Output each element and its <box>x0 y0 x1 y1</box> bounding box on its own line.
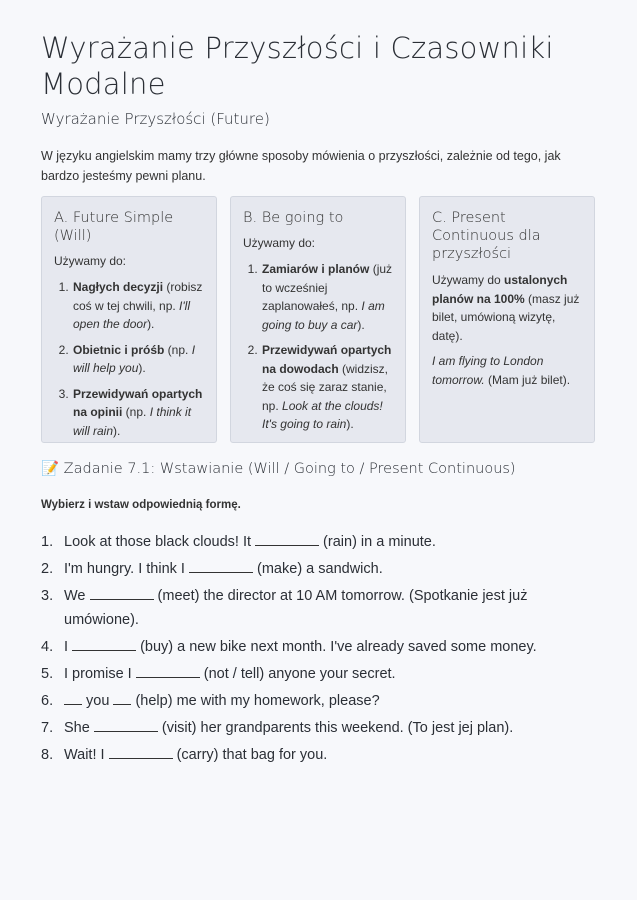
card-future-simple <box>41 196 217 443</box>
task-heading <box>41 460 516 477</box>
page-title: Wyrażanie Przyszłości i Czasowniki Modalne <box>41 31 554 101</box>
answer-blank[interactable] <box>94 717 158 732</box>
exercise-item: 1. Look at those black clouds! It (rain) in a minute. <box>41 530 581 554</box>
answer-blank[interactable] <box>72 636 136 651</box>
list-item: 1. Zamiarów i planów (już to wcześniej zaplanowałeś, np. I am going to buy a car). <box>261 260 393 334</box>
exercise-item: 8. Wait! I (carry) that bag for you. <box>41 743 581 767</box>
card-title: C. Present Continuous dla przyszłości <box>432 210 541 262</box>
exercise-item: 2. I'm hungry. I think I (make) a sandwich. <box>41 557 581 581</box>
card-title: B. Be going to <box>243 210 344 226</box>
exercise-item: 6. you (help) me with my homework, please? <box>41 689 581 713</box>
exercise-list <box>41 530 581 770</box>
answer-blank[interactable] <box>109 744 173 759</box>
answer-blank[interactable] <box>90 585 154 600</box>
answer-blank[interactable] <box>64 690 82 705</box>
list-item: 2. Przewidywań opartych na dowodach (widzisz, że coś się zaraz stanie, np. Look at the clouds! It's going to rain). <box>261 341 393 434</box>
card-lead: Używamy do: <box>243 236 316 250</box>
card-present-continuous <box>419 196 595 443</box>
usage-list <box>54 278 204 440</box>
answer-blank[interactable] <box>189 558 253 573</box>
card-example: I am flying to London tomorrow. (Mam już bilet). <box>432 354 571 387</box>
future-forms-cards <box>41 196 596 443</box>
answer-blank[interactable] <box>136 663 200 678</box>
intro-paragraph: W języku angielskim mamy trzy główne sposoby mówienia o przyszłości, zależnie od tego, jak bardzo jesteśmy pewni planu. <box>41 149 561 183</box>
list-item: 2. Obietnic i próśb (np. I will help you). <box>72 341 204 378</box>
list-item: 1. Nagłych decyzji (robisz coś w tej chwili, np. I'll open the door). <box>72 278 204 334</box>
section-subtitle: Wyrażanie Przyszłości (Future) <box>41 110 270 128</box>
exercise-item: 7. She (visit) her grandparents this weekend. (To jest jej plan). <box>41 716 581 740</box>
task-instruction: Wybierz i wstaw odpowiednią formę. <box>41 499 241 511</box>
exercise-item: 3. We (meet) the director at 10 AM tomorrow. (Spotkanie jest już umówione). <box>41 584 581 632</box>
answer-blank[interactable] <box>113 690 131 705</box>
list-item: 3. Przewidywań opartych na opinii (np. I think it will rain). <box>72 385 204 441</box>
card-be-going-to <box>230 196 406 443</box>
card-paragraph: Używamy do ustalonych planów na 100% (masz już bilet, umówioną wizytę, datę). <box>432 273 580 343</box>
exercise-item: 5. I promise I (not / tell) anyone your secret. <box>41 662 581 686</box>
exercise-item: 4. I (buy) a new bike next month. I've already saved some money. <box>41 635 581 659</box>
card-lead: Używamy do: <box>54 254 127 268</box>
usage-list <box>243 260 393 434</box>
card-title: A. Future Simple (Will) <box>54 210 174 244</box>
task-title: Zadanie 7.1: Wstawianie (Will / Going to / Present Continuous) <box>63 461 516 477</box>
memo-icon: 📝 <box>41 461 60 477</box>
answer-blank[interactable] <box>255 531 319 546</box>
